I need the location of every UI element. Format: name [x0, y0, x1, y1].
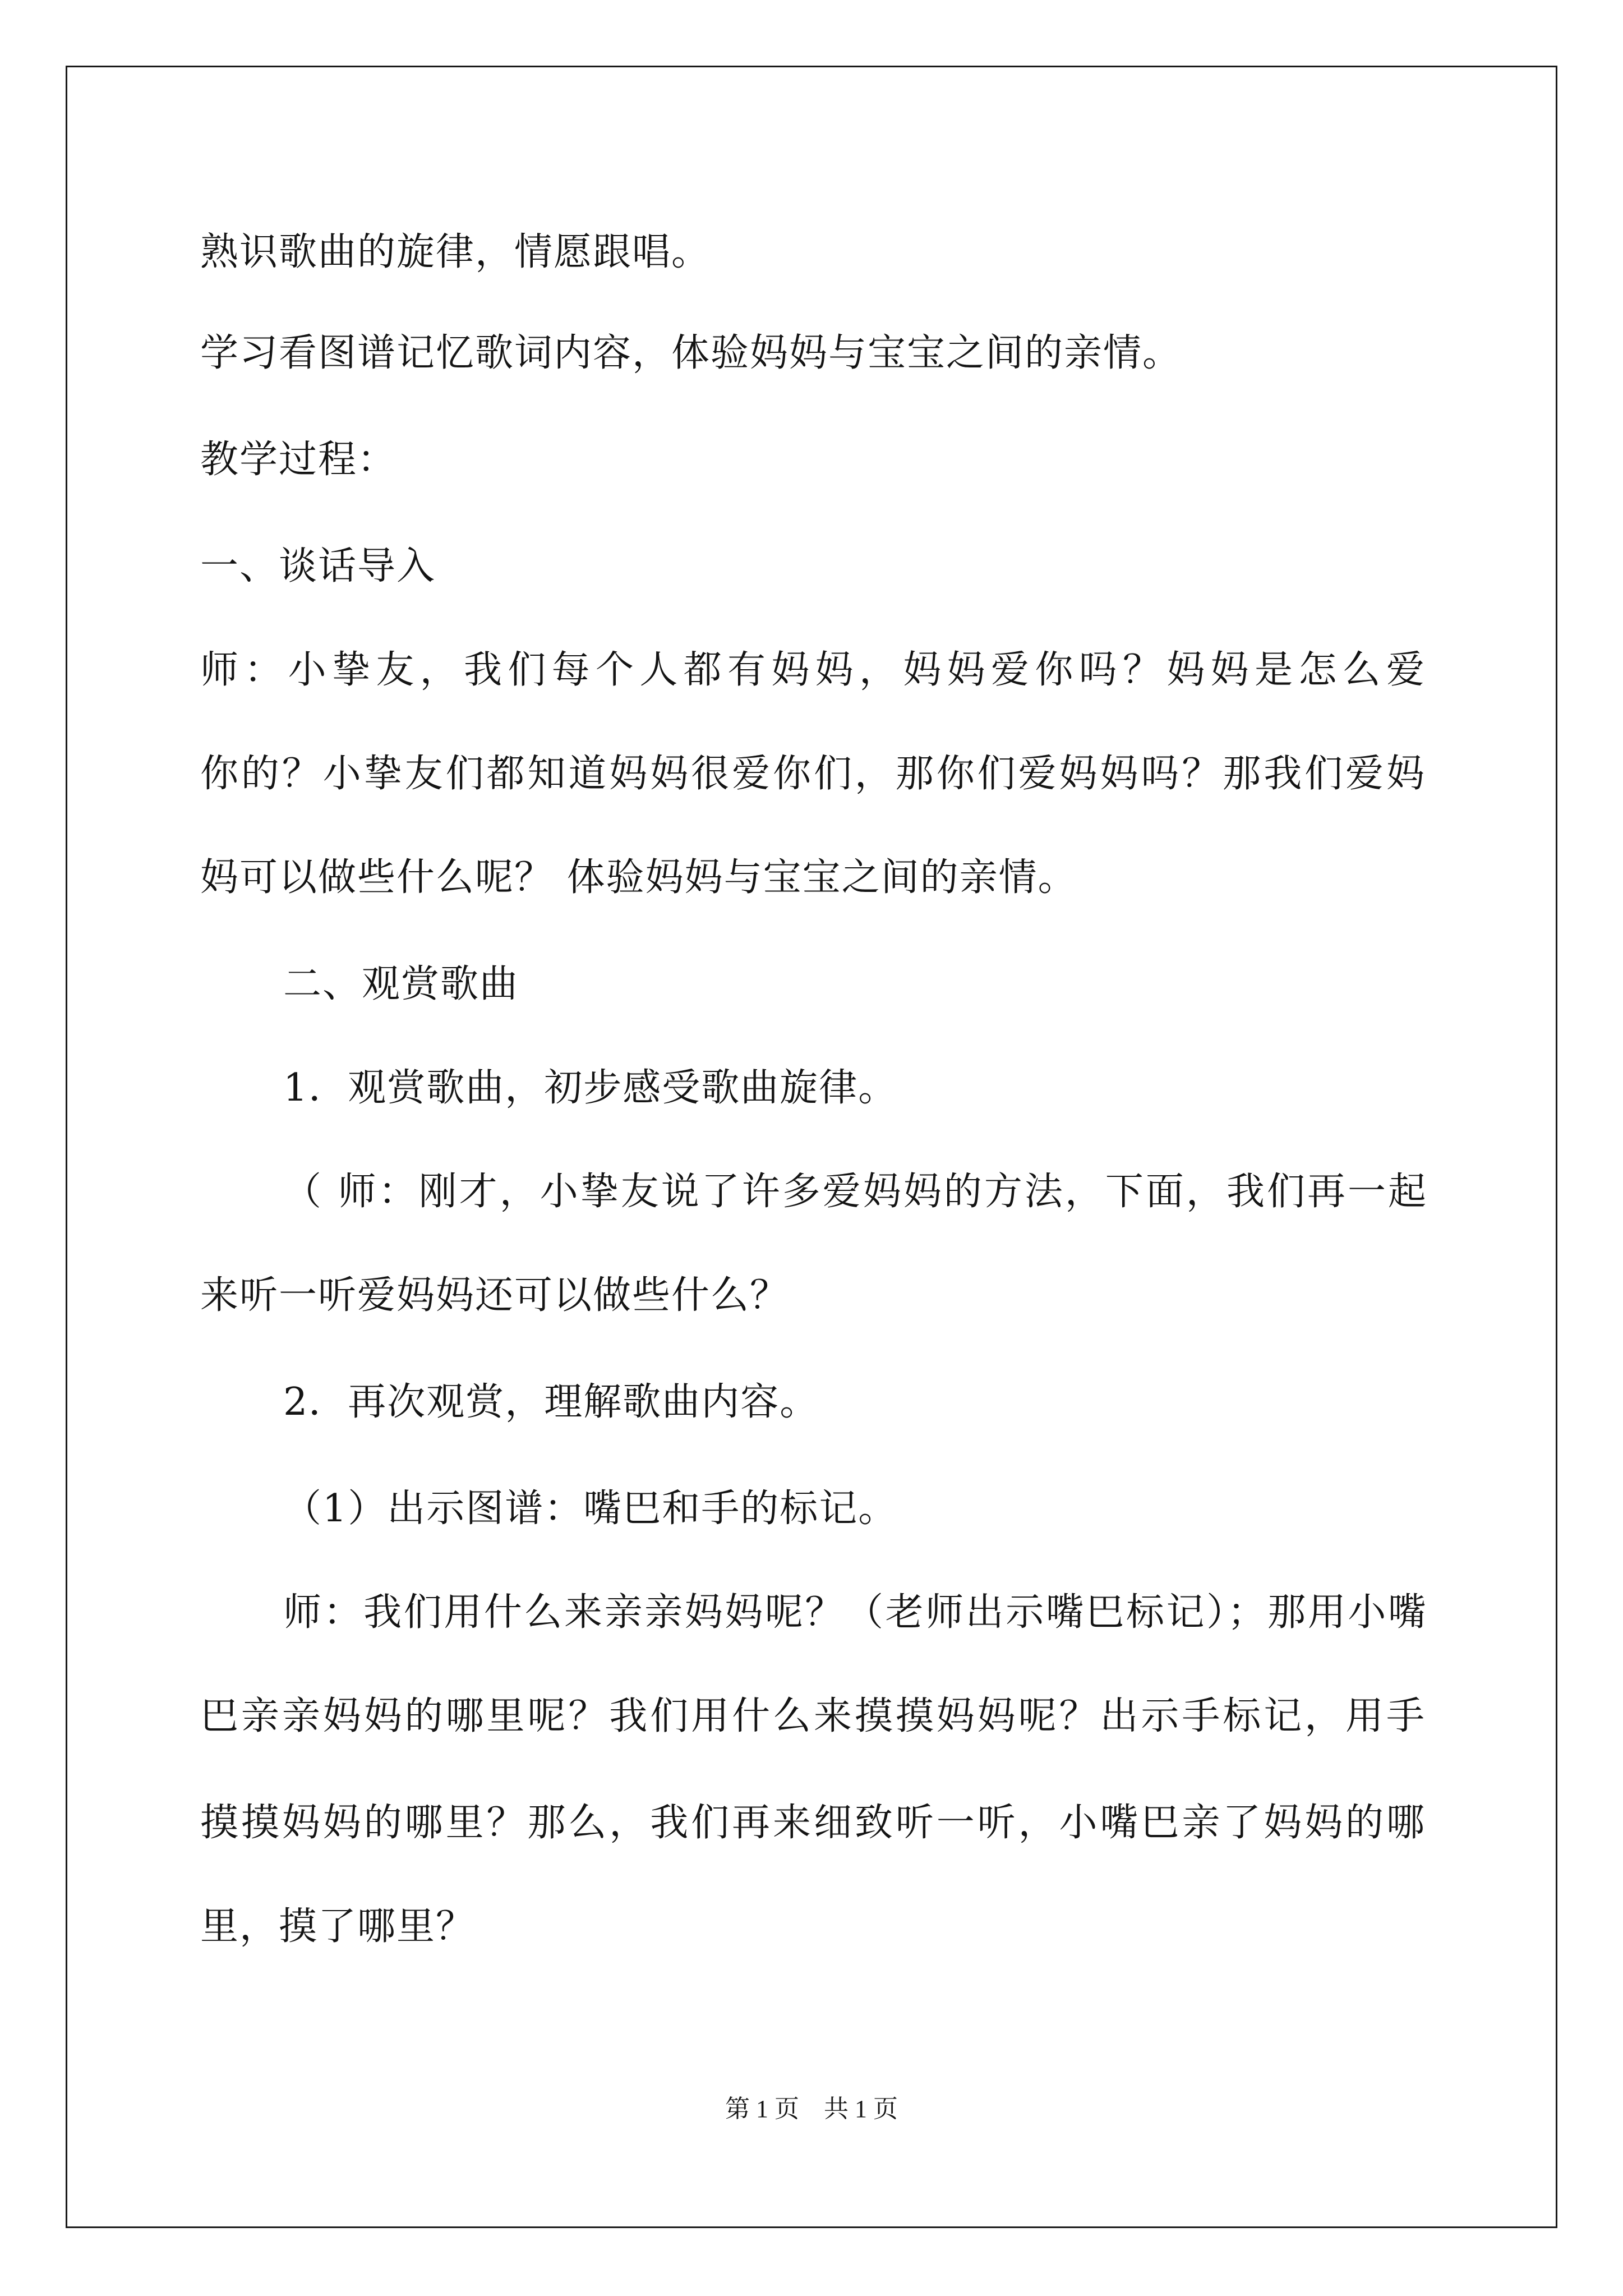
paragraph-line: 妈可以做些什么呢？ 体验妈妈与宝宝之间的亲情。: [200, 855, 1077, 900]
paragraph-line: 熟识歌曲的旋律，情愿跟唱。: [200, 230, 711, 274]
page-footer: 第 1 页 共 1 页: [725, 2095, 898, 2123]
section-heading: 教学过程：: [200, 438, 397, 482]
section-heading: 二、观赏歌曲: [283, 962, 519, 1006]
section-heading: 一、谈话导入: [200, 544, 436, 588]
list-item: （1）出示图谱：嘴巴和手的标记。: [283, 1487, 898, 1531]
paragraph-line: （ 师：刚才，小挚友说了许多爱妈妈的方法，下面，我们再一起: [283, 1170, 1427, 1214]
paragraph-line: 里，摸了哪里？: [200, 1904, 476, 1949]
list-item: 2．再次观赏，理解歌曲内容。: [283, 1380, 819, 1424]
paragraph-line: 师：我们用什么来亲亲妈妈呢？（老师出示嘴巴标记）；那用小嘴: [283, 1590, 1427, 1635]
paragraph-line: 师：小挚友，我们每个人都有妈妈，妈妈爱你吗？妈妈是怎么爱: [200, 648, 1426, 692]
paragraph-line: 来听一听爱妈妈还可以做些什么？: [200, 1273, 790, 1318]
list-item: 1．观赏歌曲，初步感受歌曲旋律。: [283, 1066, 898, 1110]
paragraph-line: 巴亲亲妈妈的哪里呢？我们用什么来摸摸妈妈呢？出示手标记，用手: [200, 1694, 1426, 1738]
paragraph-line: 摸摸妈妈的哪里？那么，我们再来细致听一听，小嘴巴亲了妈妈的哪: [200, 1801, 1426, 1845]
paragraph-line: 学习看图谱记忆歌词内容，体验妈妈与宝宝之间的亲情。: [200, 331, 1182, 375]
paragraph-line: 你的？小挚友们都知道妈妈很爱你们，那你们爱妈妈吗？那我们爱妈: [200, 752, 1426, 796]
